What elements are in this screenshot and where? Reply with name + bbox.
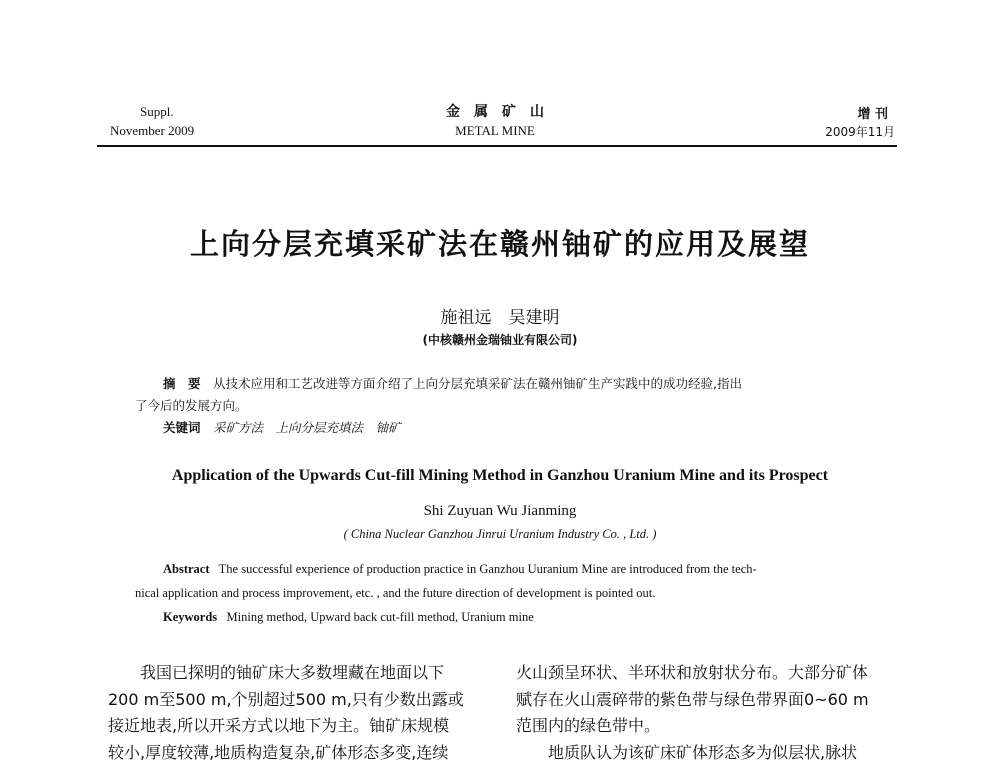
header-divider bbox=[97, 145, 897, 147]
article-title-en: Application of the Upwards Cut-fill Mining Method in Ganzhou Uranium Mine and its Prospect bbox=[0, 467, 1000, 485]
body-line: 地质队认为该矿床矿体形态多为似层状,脉状 bbox=[516, 740, 896, 766]
abstract-text-cn-2: 了今后的发展方向。 bbox=[135, 395, 875, 417]
affiliation-cn: (中核赣州金瑞铀业有限公司) bbox=[0, 331, 1000, 348]
abstract-label-cn: 摘 要 bbox=[163, 376, 201, 391]
supplement-label: Suppl. bbox=[140, 104, 174, 120]
body-column-right bbox=[516, 660, 896, 766]
body-line: 200 m至500 m,个别超过500 m,只有少数出露或 bbox=[108, 687, 478, 714]
authors-cn: 施祖远 吴建明 bbox=[0, 303, 1000, 328]
issue-date-en: November 2009 bbox=[110, 123, 194, 139]
issue-date-cn: 2009年11月 bbox=[825, 123, 895, 140]
abstract-text-en-2: nical application and process improvement, etc. , and the future direction of development is pointed out. bbox=[135, 581, 875, 605]
authors-en: Shi Zuyuan Wu Jianming bbox=[0, 503, 1000, 520]
journal-title-en: METAL MINE bbox=[0, 123, 1000, 139]
keywords-en: Mining method, Upward back cut-fill method, Uranium mine bbox=[227, 610, 534, 624]
body-line: 赋存在火山震碎带的紫色带与绿色带界面0~60 m bbox=[516, 687, 896, 714]
abstract-text-cn-1: 从技术应用和工艺改进等方面介绍了上向分层充填采矿法在赣州铀矿生产实践中的成功经验,指出 bbox=[213, 376, 742, 391]
supplement-label-cn: 增 刊 bbox=[857, 103, 888, 122]
body-line: 较小,厚度较薄,地质构造复杂,矿体形态多变,连续 bbox=[108, 740, 478, 766]
article-title-cn: 上向分层充填采矿法在赣州铀矿的应用及展望 bbox=[0, 222, 1000, 263]
body-line: 范围内的绿色带中。 bbox=[516, 713, 896, 740]
journal-title-cn: 金 属 矿 山 bbox=[0, 101, 1000, 121]
abstract-en bbox=[135, 557, 875, 629]
body-line: 我国已探明的铀矿床大多数埋藏在地面以下 bbox=[108, 660, 478, 687]
body-column-left bbox=[108, 660, 478, 766]
abstract-cn bbox=[135, 373, 875, 439]
affiliation-en: ( China Nuclear Ganzhou Jinrui Uranium Industry Co. , Ltd. ) bbox=[0, 527, 1000, 542]
abstract-label-en: Abstract bbox=[163, 562, 210, 576]
body-line: 接近地表,所以开采方式以地下为主。铀矿床规模 bbox=[108, 713, 478, 740]
abstract-text-en-1: The successful experience of production practice in Ganzhou Uuranium Mine are introduced from the tech- bbox=[219, 562, 757, 576]
body-line: 火山颈呈环状、半环状和放射状分布。大部分矿体 bbox=[516, 660, 896, 687]
keywords-cn: 采矿方法 上向分层充填法 铀矿 bbox=[213, 420, 401, 435]
keywords-label-en: Keywords bbox=[163, 610, 217, 624]
keywords-label-cn: 关键词 bbox=[163, 420, 201, 435]
